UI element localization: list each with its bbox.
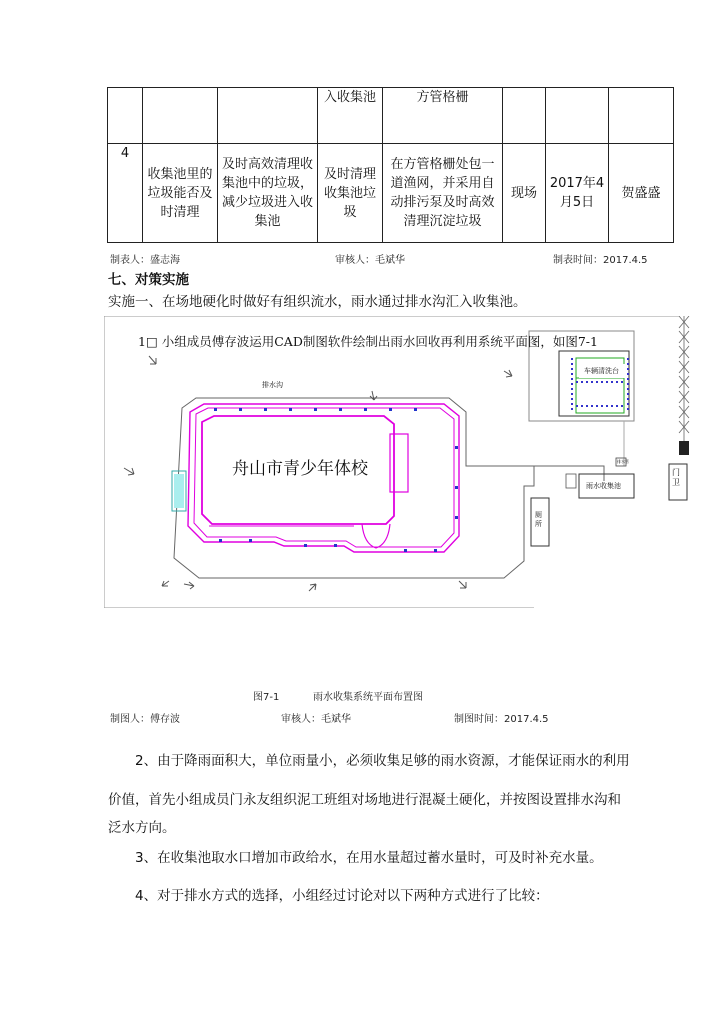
school-name-label: 舟山市青少年体校 (232, 459, 368, 479)
paragraph-4: 4、对于排水方式的选择，小组经过讨论对以下两种方式进行了比较： (135, 888, 549, 904)
ditch-label: 排水沟 (262, 381, 283, 389)
gate-label: 门卫 (672, 468, 680, 487)
row-place: 现场 (503, 144, 546, 243)
pipe-label: 排水管 (617, 459, 629, 464)
row-date: 2017年4月5日 (546, 144, 609, 243)
figure-number: 图7-1 (253, 692, 280, 703)
side-building-label: 厕所 (535, 511, 542, 528)
car-wash-label: 车辆清洗台 (584, 367, 619, 375)
paragraph-2-cont: 价值，首先小组成员门永友组织泥工班组对场地进行混凝土硬化，并按图设置排水沟和 (108, 792, 621, 808)
pool-label: 雨水收集池 (586, 482, 621, 490)
table-row (108, 88, 674, 144)
table-cell (503, 88, 546, 144)
table-time: 制表时间：2017.4.5 (553, 255, 648, 266)
drawing-maker: 制图人：傅存波 (110, 714, 180, 725)
table-cell (218, 88, 318, 144)
table-cell: 方管格栅 (383, 88, 503, 144)
table-row (108, 144, 674, 243)
drawing-checker: 审核人：毛斌华 (281, 714, 351, 725)
site-plan-drawing (104, 316, 690, 608)
table-cell (143, 88, 218, 144)
table-maker: 制表人：盛志海 (110, 255, 180, 266)
figure-intro: 1□ 小组成员傅存波运用CAD制图软件绘制出雨水回收再利用系统平面图，如图7-1 (138, 334, 598, 349)
drawing-time: 制图时间：2017.4.5 (454, 714, 549, 725)
row-measure: 在方管格栅处包一道渔网，并采用自动排污泵及时高效清理沉淀垃圾 (383, 144, 503, 243)
table-cell (546, 88, 609, 144)
table-cell (609, 88, 674, 144)
implementation-1: 实施一、在场地硬化时做好有组织流水，雨水通过排水沟汇入收集池。 (108, 294, 527, 310)
site-plan-figure (104, 316, 690, 608)
row-item: 收集池里的垃圾能否及时清理 (143, 144, 218, 243)
row-person: 贺盛盛 (609, 144, 674, 243)
paragraph-2: 2、由于降雨面积大，单位雨量小，必须收集足够的雨水资源，才能保证雨水的利用 (135, 753, 630, 769)
table-cell: 入收集池 (318, 88, 383, 144)
paragraph-3: 3、在收集池取水口增加市政给水，在用水量超过蓄水量时，可及时补充水量。 (135, 850, 603, 866)
row-problem: 及时高效清理收集池中的垃圾，减少垃圾进入收集池 (218, 144, 318, 243)
table-checker: 审核人：毛斌华 (335, 255, 405, 266)
table-cell (108, 88, 143, 144)
section-title: 七、对策实施 (108, 272, 189, 288)
paragraph-2-end: 泛水方向。 (108, 820, 176, 836)
row-target: 及时清理收集池垃圾 (318, 144, 383, 243)
measures-table (107, 87, 674, 243)
figure-caption: 雨水收集系统平面布置图 (313, 692, 423, 703)
row-number: 4 (108, 144, 143, 243)
